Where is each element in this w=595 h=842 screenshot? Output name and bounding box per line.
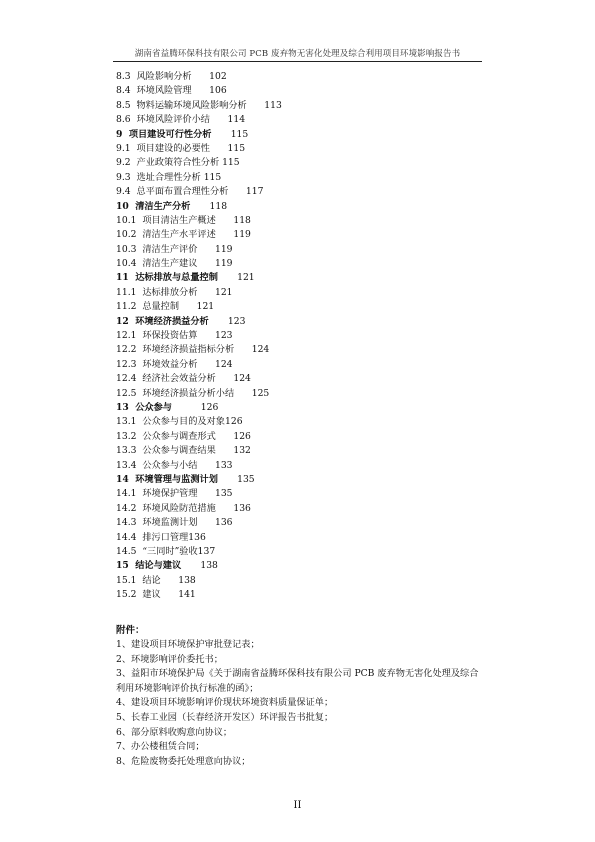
toc-entry-page: 119 — [214, 243, 233, 255]
toc-entry-page: 119 — [214, 258, 233, 270]
table-of-contents — [116, 70, 496, 602]
toc-entry-title: 公众参与调查结果 — [142, 445, 216, 457]
toc-entry-page: 136 — [188, 531, 206, 543]
toc-entry[interactable] — [116, 588, 496, 602]
toc-entry-page: 141 — [178, 589, 196, 601]
toc-entry-number: 14.1 — [116, 488, 137, 500]
toc-entry-number: 11 — [116, 272, 129, 284]
toc-entry-number: 10.1 — [116, 214, 137, 226]
page-header: 湖南省益腾环保科技有限公司 PCB 废弃物无害化处理及综合利用项目环境影响报告书 — [134, 49, 461, 59]
toc-entry-page: 138 — [200, 560, 218, 572]
toc-entry-number: 15.2 — [116, 589, 137, 601]
toc-entry-number: 9.2 — [116, 157, 131, 169]
toc-entry[interactable] — [116, 574, 496, 588]
toc-entry-gap — [216, 373, 234, 384]
toc-entry-gap — [161, 575, 179, 586]
toc-entry-page: 123 — [214, 330, 233, 342]
toc-entry-title: 总量控制 — [142, 301, 180, 313]
toc-entry[interactable] — [116, 243, 496, 257]
toc-entry-page: 117 — [245, 186, 264, 198]
toc-entry-page: 124 — [233, 373, 251, 385]
toc-entry[interactable] — [116, 84, 496, 98]
toc-entry-gap — [218, 272, 237, 283]
toc-entry-title: 风险影响分析 — [136, 71, 192, 82]
toc-entry[interactable] — [116, 401, 496, 415]
toc-entry-number: 9 — [116, 128, 123, 140]
toc-entry-title: 环境风险防范措施 — [142, 502, 216, 514]
toc-entry[interactable] — [116, 271, 496, 285]
toc-entry-page: 115 — [222, 157, 240, 169]
toc-entry-number: 11.2 — [116, 301, 137, 313]
toc-entry-number: 11.1 — [116, 286, 137, 298]
toc-entry-gap — [228, 186, 246, 197]
toc-entry-title: 总平面布置合理性分析 — [136, 186, 229, 198]
toc-entry-title: 公众参与目的及对象 — [142, 416, 225, 428]
toc-entry-number: 8.5 — [116, 99, 131, 111]
toc-entry-title: 结论 — [142, 574, 161, 586]
toc-entry-gap — [197, 287, 215, 298]
toc-entry[interactable] — [116, 257, 496, 271]
toc-entry[interactable] — [116, 487, 496, 501]
toc-entry-page: 106 — [209, 85, 227, 97]
toc-entry-number: 9.1 — [116, 142, 131, 154]
appendix-item: 7、办公楼租赁合同； — [116, 741, 205, 753]
toc-entry-number: 12 — [116, 315, 129, 327]
toc-entry[interactable] — [116, 387, 496, 401]
toc-entry-number: 13 — [116, 401, 129, 413]
toc-entry-number: 9.4 — [116, 186, 131, 198]
toc-entry-page: 115 — [227, 142, 246, 154]
toc-entry-number: 8.4 — [116, 85, 131, 97]
appendix-item: 4、建设项目环境影响评价现状环境资料质量保证单； — [116, 697, 334, 709]
appendix-item: 8、危险废物委托处理意向协议； — [116, 755, 251, 767]
toc-entry-gap — [216, 229, 234, 240]
toc-entry-page: 136 — [214, 517, 233, 529]
toc-entry-title: 清洁生产建议 — [142, 258, 198, 270]
toc-entry-number: 14 — [116, 473, 129, 485]
toc-entry[interactable] — [116, 430, 496, 444]
toc-entry-gap — [192, 71, 210, 82]
toc-entry-page: 135 — [214, 488, 233, 500]
toc-entry[interactable] — [116, 113, 496, 127]
toc-entry-number: 13.1 — [116, 416, 137, 428]
toc-entry-page: 113 — [264, 99, 282, 111]
toc-entry-page: 133 — [214, 459, 233, 471]
toc-entry-gap — [210, 114, 228, 125]
toc-entry-page: 132 — [233, 445, 251, 457]
toc-entry-number: 9.3 — [116, 171, 131, 183]
toc-entry-title: 清洁生产评价 — [142, 243, 198, 255]
toc-entry-number: 13.2 — [116, 430, 137, 442]
toc-entry-page: 126 — [233, 430, 251, 442]
toc-entry[interactable] — [116, 286, 496, 300]
toc-entry[interactable] — [116, 214, 496, 228]
toc-entry[interactable] — [116, 315, 496, 329]
toc-entry-page: 124 — [214, 358, 233, 370]
toc-entry[interactable] — [116, 300, 496, 314]
toc-entry[interactable] — [116, 228, 496, 242]
toc-entry[interactable] — [116, 559, 496, 573]
toc-entry[interactable] — [116, 545, 496, 559]
toc-entry-gap — [192, 85, 210, 96]
toc-entry-gap — [197, 330, 215, 341]
toc-entry-title: 项目建设可行性分析 — [128, 128, 212, 140]
toc-entry-page: 125 — [251, 387, 270, 399]
toc-entry-title: 环境风险评价小结 — [136, 114, 210, 126]
toc-entry-gap — [234, 344, 252, 355]
toc-entry[interactable] — [116, 156, 496, 170]
toc-entry-gap — [197, 517, 215, 528]
toc-entry[interactable] — [116, 70, 496, 84]
toc-entry-page: 102 — [209, 71, 227, 82]
toc-entry[interactable] — [116, 473, 496, 487]
toc-entry-title: 达标排放与总量控制 — [135, 272, 218, 284]
toc-entry-title: 清洁生产水平评述 — [142, 229, 216, 241]
toc-entry-title: 物料运输环境风险影响分析 — [136, 99, 247, 111]
toc-entry-page: 121 — [214, 286, 233, 298]
toc-entry-gap — [216, 503, 234, 514]
toc-entry-page: 123 — [227, 315, 246, 327]
toc-entry-number: 14.2 — [116, 502, 137, 514]
appendix-section — [116, 624, 486, 769]
toc-entry-number: 12.2 — [116, 344, 137, 356]
toc-entry[interactable] — [116, 531, 496, 545]
toc-entry[interactable] — [116, 343, 496, 357]
toc-entry-title: 环保投资估算 — [142, 330, 198, 342]
header-rule — [113, 61, 482, 62]
toc-entry-page: 115 — [203, 171, 222, 183]
toc-entry[interactable] — [116, 142, 496, 156]
toc-entry-number: 12.5 — [116, 387, 137, 399]
toc-entry-title: 结论与建议 — [135, 560, 182, 572]
toc-entry-title: 环境经济损益分析 — [135, 315, 209, 327]
toc-entry-title: 建议 — [142, 589, 161, 601]
toc-entry[interactable] — [116, 99, 496, 113]
toc-entry-page: 121 — [237, 272, 255, 284]
toc-entry-title: 清洁生产分析 — [135, 200, 191, 212]
toc-entry-gap — [234, 388, 252, 399]
toc-entry-title: 公众参与调查形式 — [142, 430, 216, 442]
appendix-list — [116, 638, 486, 769]
toc-entry-number: 12.4 — [116, 373, 137, 385]
toc-entry-title: 达标排放分析 — [142, 286, 198, 298]
toc-entry-title: 环境管理与监测计划 — [135, 473, 218, 485]
toc-entry-gap — [197, 488, 215, 499]
toc-entry-page: 124 — [251, 344, 270, 356]
page-number: II — [293, 800, 302, 811]
toc-entry-title: 公众参与小结 — [142, 459, 198, 471]
toc-entry-page: 115 — [230, 128, 249, 140]
toc-entry-title: “三同时”验收 — [142, 545, 198, 557]
toc-entry-page: 126 — [225, 416, 243, 428]
toc-entry-page: 118 — [209, 200, 228, 212]
toc-entry-number: 13.4 — [116, 459, 137, 471]
toc-entry-gap — [212, 129, 231, 140]
toc-entry-number: 10 — [116, 200, 129, 212]
toc-entry-gap — [179, 301, 197, 312]
toc-entry-number: 10.3 — [116, 243, 137, 255]
toc-entry-page: 119 — [233, 229, 251, 241]
toc-entry-gap — [190, 201, 209, 212]
appendix-title: 附件： — [116, 625, 145, 636]
toc-entry-gap — [197, 244, 215, 255]
toc-entry-number: 12.1 — [116, 330, 137, 342]
toc-entry-page: 126 — [200, 401, 219, 413]
toc-entry-title: 产业政策符合性分析 — [136, 157, 220, 169]
toc-entry-title: 环境监测计划 — [142, 517, 198, 529]
toc-entry-title: 环境保护管理 — [142, 488, 198, 500]
toc-entry-gap — [181, 560, 200, 571]
toc-entry-page: 137 — [197, 545, 216, 557]
toc-entry-number: 10.2 — [116, 229, 137, 241]
toc-entry-number: 15.1 — [116, 574, 137, 586]
toc-entry[interactable] — [116, 200, 496, 214]
toc-entry-number: 10.4 — [116, 258, 137, 270]
toc-entry-page: 136 — [233, 502, 251, 514]
toc-entry[interactable] — [116, 185, 496, 199]
toc-entry-title: 项目建设的必要性 — [136, 142, 210, 154]
toc-entry-gap — [172, 402, 201, 413]
toc-entry-gap — [218, 474, 237, 485]
toc-entry-number: 8.6 — [116, 114, 131, 126]
toc-entry-number: 8.3 — [116, 71, 131, 82]
toc-entry-gap — [197, 258, 215, 269]
toc-entry-gap — [210, 143, 228, 154]
toc-entry-gap — [216, 215, 234, 226]
toc-entry-gap — [209, 316, 228, 327]
toc-entry[interactable] — [116, 171, 496, 185]
toc-entry-number: 15 — [116, 560, 129, 572]
toc-entry-gap — [216, 445, 234, 456]
toc-entry-title: 公众参与 — [135, 401, 172, 413]
toc-entry-page: 121 — [196, 301, 215, 313]
toc-entry-gap — [247, 100, 265, 111]
toc-entry-title: 选址合理性分析 — [136, 171, 201, 183]
appendix-item: 5、长春工业园（长春经济开发区）环评报告书批复； — [116, 711, 334, 723]
toc-entry-page: 135 — [237, 473, 255, 485]
toc-entry-number: 14.3 — [116, 517, 137, 529]
toc-entry[interactable] — [116, 502, 496, 516]
toc-entry-gap — [197, 359, 215, 370]
toc-entry-title: 环境风险管理 — [136, 85, 192, 97]
toc-entry[interactable] — [116, 415, 496, 429]
toc-entry-title: 经济社会效益分析 — [142, 373, 216, 385]
toc-entry[interactable] — [116, 358, 496, 372]
toc-entry-title: 项目清洁生产概述 — [142, 214, 216, 226]
toc-entry[interactable] — [116, 128, 496, 142]
toc-entry-number: 13.3 — [116, 445, 137, 457]
toc-entry-title: 环境经济损益分析小结 — [142, 387, 235, 399]
toc-entry-gap — [216, 431, 234, 442]
appendix-item: 2、环境影响评价委托书； — [116, 653, 223, 665]
toc-entry-page: 118 — [233, 214, 251, 226]
toc-entry-number: 14.4 — [116, 531, 137, 543]
toc-entry-title: 环境经济损益指标分析 — [142, 344, 235, 356]
toc-entry-title: 环境效益分析 — [142, 358, 198, 370]
toc-entry-title: 排污口管理 — [142, 531, 189, 543]
appendix-item: 3、益阳市环境保护局《关于湖南省益腾环保科技有限公司 PCB 废弃物无害化处理及综合利用环境影响评价执行标准的函》； — [116, 668, 479, 694]
appendix-item: 6、部分原料收购意向协议； — [116, 726, 233, 738]
toc-entry[interactable] — [116, 329, 496, 343]
toc-entry[interactable] — [116, 444, 496, 458]
toc-entry-number: 14.5 — [116, 545, 137, 557]
toc-entry-page: 114 — [227, 114, 246, 126]
toc-entry-number: 12.3 — [116, 358, 137, 370]
toc-entry[interactable] — [116, 372, 496, 386]
toc-entry-gap — [197, 460, 215, 471]
toc-entry-page: 138 — [178, 574, 196, 586]
toc-entry-gap — [161, 589, 179, 600]
toc-entry[interactable] — [116, 516, 496, 530]
toc-entry[interactable] — [116, 459, 496, 473]
appendix-item: 1、建设项目环境保护审批登记表； — [116, 639, 260, 650]
